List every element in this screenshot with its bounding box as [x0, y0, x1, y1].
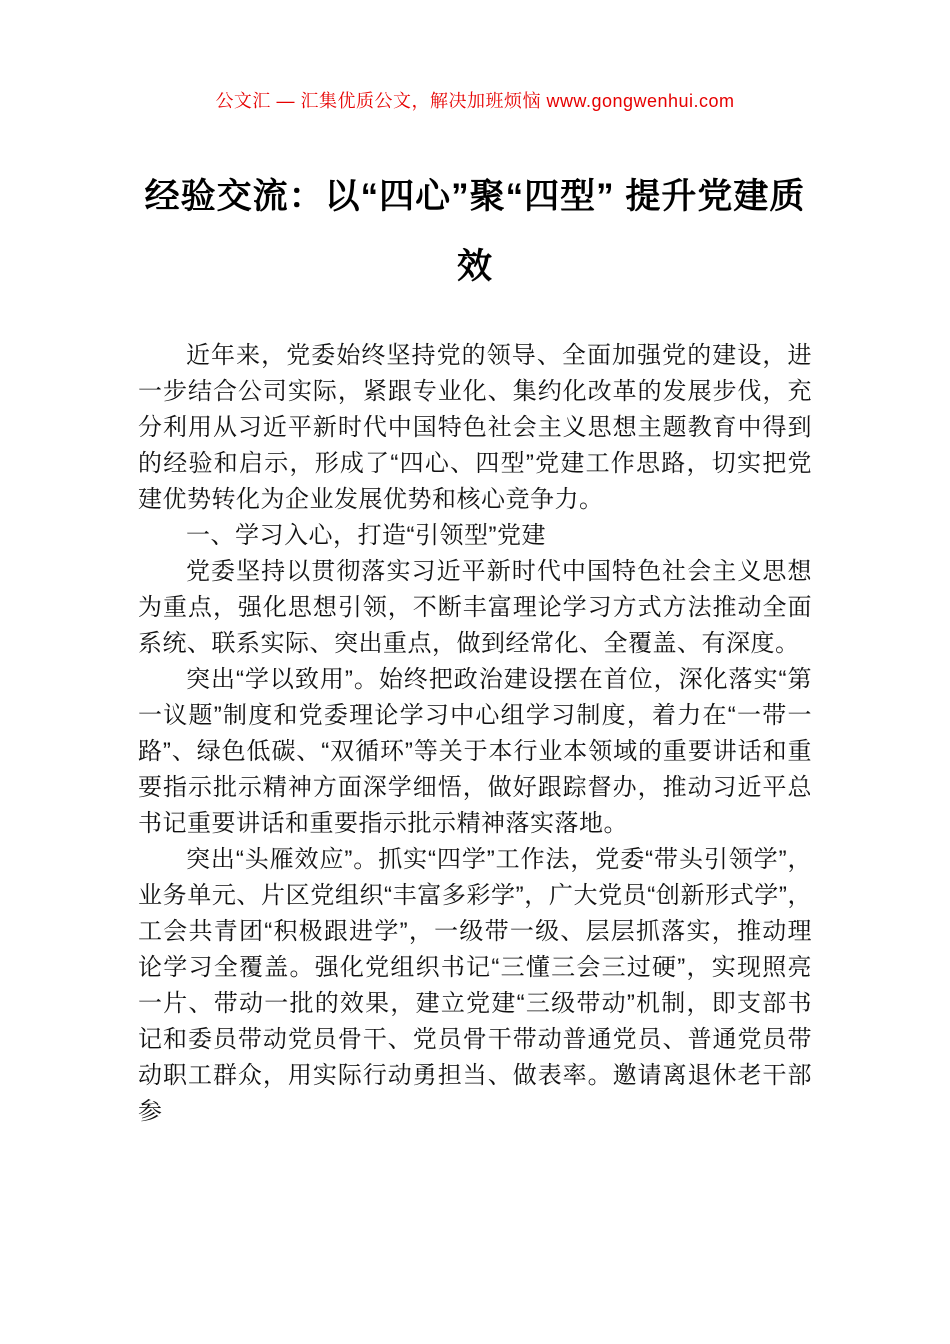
paragraph-intro: 近年来，党委始终坚持党的领导、全面加强党的建设，进一步结合公司实际，紧跟专业化、集约化改革的发展步伐，充分利用从习近平新时代中国特色社会主义思想主题教育中得到的经验和启示，形成了“四心、四型”党建工作思路，切实把党建优势转化为企业发展优势和核心竞争力。: [138, 342, 812, 513]
paragraph-xueyizhiyong: 突出“学以致用”。始终把政治建设摆在首位，深化落实“第一议题”制度和党委理论学习中心组学习制度，着力在“一带一路”、绿色低碳、“双循环”等关于本行业本领域的重要讲话和重要指示批示精神方面深学细悟，做好跟踪督办，推动习近平总书记重要讲话和重要指示批示精神落实落地。: [138, 666, 812, 837]
paragraph-section1: 党委坚持以贯彻落实习近平新时代中国特色社会主义思想为重点，强化思想引领，不断丰富理论学习方式方法推动全面系统、联系实际、突出重点，做到经常化、全覆盖、有深度。: [138, 558, 812, 657]
document-title: 经验交流：以“四心”聚“四型” 提升党建质效: [144, 177, 806, 286]
document-body: [138, 338, 812, 1130]
paragraph-touyanxiaoying: 突出“头雁效应”。抓实“四学”工作法，党委“带头引领学”，业务单元、片区党组织“丰富多彩学”，广大党员“创新形式学”，工会共青团“积极跟进学”，一级带一级、层层抓落实，推动理论学习全覆盖。强化党组织书记“三懂三会三过硬”，实现照亮一片、带动一批的效果，建立党建“三级带动”机制，即支部书记和委员带动党员骨干、党员骨干带动普通党员、普通党员带动职工群众，用实际行动勇担当、做表率。邀请离退休老干部参: [138, 846, 812, 1125]
site-watermark-header: 公文汇 — 汇集优质公文，解决加班烦恼 www.gongwenhui.com: [215, 91, 735, 111]
section-heading-1: 一、学习入心，打造“引领型”党建: [186, 522, 546, 549]
